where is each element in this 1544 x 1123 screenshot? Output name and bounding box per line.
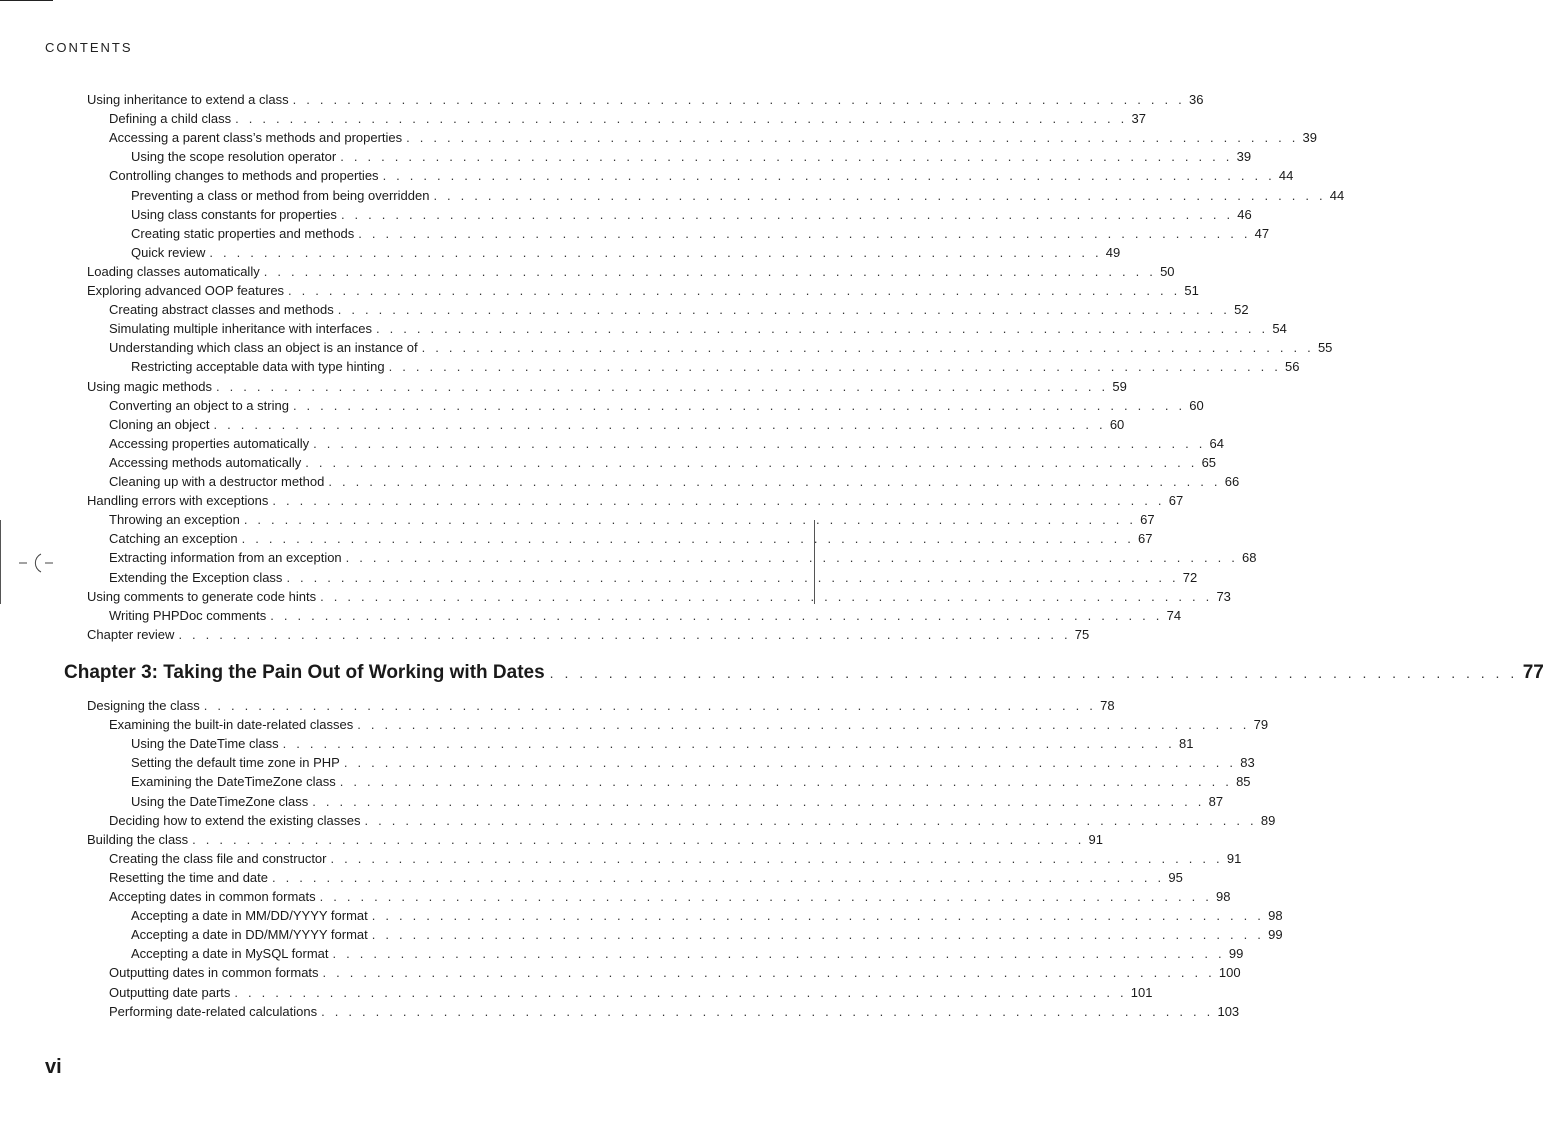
toc-entry-title: Using the DateTime class	[131, 736, 279, 752]
toc-entry-page-number: 99	[1268, 927, 1283, 943]
toc-entry-page-number: 46	[1237, 206, 1252, 222]
toc-entry-page-number: 67	[1168, 493, 1184, 509]
toc-entry-page-number: 49	[1105, 244, 1121, 260]
toc-entry-page-number: 56	[1285, 359, 1300, 375]
toc-entry[interactable]	[131, 792, 1224, 811]
dot-leader: . . . . . . . . . . . . . . . . . . . . . . . . . . . . . . . . . . . . . . . . . . . . . . . . . . . . . . . . . . . . . . . . . .	[376, 321, 1269, 337]
toc-entry-page-number: 44	[1329, 187, 1345, 203]
toc-entry-page-number: 68	[1242, 550, 1257, 566]
dot-leader: . . . . . . . . . . . . . . . . . . . . . . . . . . . . . . . . . . . . . . . . . . . . . . . . . . . . . . . . . . . . . . . . . .	[292, 92, 1185, 107]
toc-entry-page-number: 60	[1189, 397, 1204, 413]
page-folio: vi	[45, 1056, 62, 1078]
toc-entry[interactable]	[131, 906, 1283, 925]
toc-entry-title: Examining the built-in date-related classes	[109, 717, 354, 733]
toc-entry[interactable]	[109, 868, 1183, 887]
toc-entry-page-number: 73	[1216, 588, 1231, 604]
dot-leader: . . . . . . . . . . . . . . . . . . . . . . . . . . . . . . . . . . . . . . . . . . . . . . . . . . . . . . . . . . . . . . . . . .	[203, 698, 1097, 713]
dot-leader: . . . . . . . . . . . . . . . . . . . . . . . . . . . . . . . . . . . . . . . . . . . . . . . . . . . . . . . . . . . . . . . . . .	[382, 168, 1275, 184]
dot-leader: . . . . . . . . . . . . . . . . . . . . . . . . . . . . . . . . . . . . . . . . . . . . . . . . . . . . . . . . . . . . . . . . . .	[322, 965, 1215, 981]
toc-entry-title: Accepting a date in DD/MM/YYYY format	[131, 927, 368, 943]
dot-leader: . . . . . . . . . . . . . . . . . . . . . . . . . . . . . . . . . . . . . . . . . . . . . . . . . . . . . . . . . . . . . . . . . .	[357, 717, 1250, 733]
toc-entry-title: Creating static properties and methods	[131, 225, 355, 241]
dot-leader: . . . . . . . . . . . . . . . . . . . . . . . . . . . . . . . . . . . . . . . . . . . . . . . . . . . . . . . . . . . . . . . . . .	[313, 435, 1206, 451]
dot-leader: . . . . . . . . . . . . . . . . . . . . . . . . . . . . . . . . . . . . . . . . . . . . . . . . . . . . . . . . . . . . . . . . . .	[209, 244, 1102, 260]
dot-leader: . . . . . . . . . . . . . . . . . . . . . . . . . . . . . . . . . . . . . . . . . . . . . . . . . . . . . . . . . . . . . . . . . .	[272, 869, 1165, 885]
dot-leader: . . . . . . . . . . . . . . . . . . . . . . . . . . . . . . . . . . . . . . . . . . . . . . . . . . . . . . . . . . . . . . . . . .	[371, 927, 1265, 943]
toc-entry-title: Outputting date parts	[109, 984, 231, 1000]
toc-entry-page-number: 37	[1131, 111, 1146, 127]
dot-leader: . . . . . . . . . . . . . . . . . . . . . . . . . . . . . . . . . . . . . . . . . . . . . . . . . . . . . . . . . . . . . . . . . .	[337, 302, 1231, 318]
toc-entry[interactable]	[109, 568, 1198, 587]
toc-entry-page-number: 89	[1260, 812, 1276, 828]
toc-entry[interactable]	[131, 772, 1251, 791]
toc-entry-title: Defining a child class	[109, 111, 232, 127]
toc-entry[interactable]	[131, 944, 1244, 963]
toc-entry-title: Building the class	[87, 831, 189, 847]
toc-entry-title: Exploring advanced OOP features	[87, 283, 285, 298]
toc-entry[interactable]	[131, 753, 1255, 772]
toc-entry-page-number: 72	[1182, 569, 1198, 585]
toc-entry-page-number: 78	[1100, 698, 1115, 713]
toc-entry-title: Controlling changes to methods and properties	[109, 168, 379, 184]
toc-entry[interactable]	[87, 90, 1204, 109]
toc-entry-title: Examining the DateTimeZone class	[131, 774, 336, 790]
toc-entry-title: Quick review	[131, 244, 206, 260]
dot-leader: . . . . . . . . . . . . . . . . . . . . . . . . . . . . . . . . . . . . . . . . . . . . . . . . . . . . . . . . . . . . . . . . . .	[243, 512, 1137, 528]
toc-entry[interactable]	[109, 453, 1217, 472]
toc-entry[interactable]	[87, 262, 1175, 281]
toc-entry-title: Simulating multiple inheritance with interfaces	[109, 321, 373, 337]
toc-entry[interactable]	[109, 109, 1146, 128]
dot-leader: . . . . . . . . . . . . . . . . . . . . . . . . . . . . . . . . . . . . . . . . . . . . . . . . . . . . . . . . . . . . . . . . . .	[340, 149, 1233, 165]
toc-entry-page-number: 91	[1088, 831, 1103, 847]
toc-entry-page-number: 79	[1253, 717, 1269, 733]
toc-entry-page-number: 65	[1201, 454, 1217, 470]
toc-entry-page-number: 52	[1234, 302, 1249, 318]
toc-entry-title: Deciding how to extend the existing classes	[109, 812, 361, 828]
toc-entry-page-number: 64	[1209, 435, 1224, 451]
toc-entry[interactable]	[87, 377, 1127, 396]
toc-entry-page-number: 67	[1140, 512, 1155, 528]
toc-entry-page-number: 95	[1168, 869, 1183, 885]
toc-entry-title: Using magic methods	[87, 378, 212, 394]
chapter-title: Chapter 3: Taking the Pain Out of Working with Dates	[64, 662, 545, 683]
toc-entry[interactable]	[131, 243, 1121, 262]
toc-entry-page-number: 39	[1302, 130, 1317, 146]
toc-entry[interactable]	[109, 396, 1204, 415]
toc-entry-title: Extracting information from an exception	[109, 550, 342, 566]
toc-entry-title: Cleaning up with a destructor method	[109, 474, 325, 489]
toc-entry-page-number: 103	[1217, 1003, 1240, 1019]
toc-entry-page-number: 98	[1216, 889, 1231, 904]
toc-entry[interactable]	[87, 587, 1231, 606]
toc-entry-page-number: 99	[1228, 946, 1244, 962]
toc-entry-title: Using the scope resolution operator	[131, 149, 337, 165]
dot-leader: . . . . . . . . . . . . . . . . . . . . . . . . . . . . . . . . . . . . . . . . . . . . . . . . . . . . . . . . . . . . . . . . . .	[320, 588, 1213, 604]
toc-entry-page-number: 67	[1138, 531, 1153, 547]
dot-leader: . . . . . . . . . . . . . . . . . . . . . . . . . . . . . . . . . . . . . . . . . . . . . . . . . . . . . . . . . . . . . . . . . .	[305, 454, 1198, 470]
toc-entry[interactable]	[131, 925, 1283, 944]
dot-leader: . . . . . . . . . . . . . . . . . . . . . . . . . . . . . . . . . . . . . . . . . . . . . . . . . . . . . . . . . . . . . . . . . .	[358, 225, 1251, 241]
dot-leader: . . . . . . . . . . . . . . . . . . . . . . . . . . . . . . . . . . . . . . . . . . . . . . . . . . . . . . . . . . . . . . . . . .	[345, 550, 1239, 566]
toc-entry[interactable]	[109, 319, 1287, 338]
toc-entry-page-number: 59	[1112, 378, 1127, 394]
toc-entry[interactable]	[87, 830, 1103, 849]
dot-leader: . . . . . . . . . . . . . . . . . . . . . . . . . . . . . . . . . . . . . . . . . . . . . . . . . . . . . . . . . . . . . . . . . .	[433, 187, 1326, 203]
toc-entry[interactable]	[87, 625, 1090, 644]
toc-entry-page-number: 83	[1240, 755, 1255, 771]
toc-entry-title: Outputting dates in common formats	[109, 965, 319, 981]
toc-entry[interactable]	[109, 548, 1257, 567]
toc-entry-page-number: 66	[1224, 474, 1240, 489]
toc-entry-title: Handling errors with exceptions	[87, 493, 269, 509]
dot-leader: . . . . . . . . . . . . . . . . . . . . . . . . . . . . . . . . . . . . . . . . . . . . . . . . . . . . . . . . . . . . . . . . . .	[330, 850, 1223, 866]
toc-entry-title: Creating abstract classes and methods	[109, 302, 334, 318]
toc-entry[interactable]	[109, 983, 1153, 1002]
toc-entry-title: Preventing a class or method from being overridden	[131, 187, 430, 203]
toc-entry[interactable]	[109, 849, 1242, 868]
toc-entry-title: Cloning an object	[109, 416, 210, 432]
toc-entry-title: Using inheritance to extend a class	[87, 92, 289, 107]
toc-entry-title: Designing the class	[87, 698, 200, 713]
dot-leader: . . . . . . . . . . . . . . . . . . . . . . . . . . . . . . . . . . . . . . . . . . . . . . . . . . . . . . . . . . . . . . . . . .	[282, 736, 1175, 752]
dot-leader: . . . . . . . . . . . . . . . . . . . . . . . . . . . . . . . . . . . . . . . . . . . . . . . . . . . . . . . . . . . . . . . . . .	[364, 812, 1257, 828]
toc-entry-page-number: 60	[1109, 416, 1125, 432]
toc-entry-page-number: 87	[1208, 793, 1224, 809]
toc-entry-title: Catching an exception	[109, 531, 238, 547]
dot-leader: . . . . . . . . . . . . . . . . . . . . . . . . . . . . . . . . . . . . . . . . . . . . . . . . . . . . . . . . . . . . . . . . . .	[272, 493, 1165, 509]
dot-leader: . . . . . . . . . . . . . . . . . . . . . . . . . . . . . . . . . . . . . . . . . . . . . . . . . . . . . . . . . . . . . . . . . .	[178, 626, 1071, 642]
toc-entry[interactable]	[109, 529, 1153, 548]
dot-leader: . . . . . . . . . . . . . . . . . . . . . . . . . . . . . . . . . . . . . . . . . . . . . . . . . . . . . . . . . . . . . . . . . .	[549, 665, 1518, 681]
toc-entry-title: Creating the class file and constructor	[109, 850, 327, 866]
toc-entry-title: Chapter review	[87, 626, 175, 642]
dot-leader: . . . . . . . . . . . . . . . . . . . . . . . . . . . . . . . . . . . . . . . . . . . . . . . . . . . . . . . . . . . . . . . . . .	[234, 984, 1127, 1000]
toc-entry[interactable]	[87, 491, 1184, 510]
toc-entry-page-number: 101	[1130, 984, 1153, 1000]
toc-entry-title: Loading classes automatically	[87, 263, 260, 279]
toc-entry-title: Converting an object to a string	[109, 397, 289, 413]
chapter-heading[interactable]	[64, 662, 1544, 684]
toc-entry[interactable]	[131, 186, 1345, 205]
toc-entry-title: Accessing methods automatically	[109, 454, 302, 470]
toc-entry-page-number: 100	[1218, 965, 1241, 981]
registration-mark-icon	[19, 551, 53, 575]
dot-leader: . . . . . . . . . . . . . . . . . . . . . . . . . . . . . . . . . . . . . . . . . . . . . . . . . . . . . . . . . . . . . . . . . .	[388, 359, 1282, 375]
dot-leader: . . . . . . . . . . . . . . . . . . . . . . . . . . . . . . . . . . . . . . . . . . . . . . . . . . . . . . . . . . . . . . . . . .	[371, 908, 1265, 924]
dot-leader: . . . . . . . . . . . . . . . . . . . . . . . . . . . . . . . . . . . . . . . . . . . . . . . . . . . . . . . . . . . . . . . . . .	[286, 569, 1179, 585]
toc-entry-title: Accessing properties automatically	[109, 435, 310, 451]
toc-entry-title: Restricting acceptable data with type hinting	[131, 359, 385, 375]
dot-leader: . . . . . . . . . . . . . . . . . . . . . . . . . . . . . . . . . . . . . . . . . . . . . . . . . . . . . . . . . . . . . . . . . .	[340, 206, 1234, 222]
dot-leader: . . . . . . . . . . . . . . . . . . . . . . . . . . . . . . . . . . . . . . . . . . . . . . . . . . . . . . . . . . . . . . . . . .	[213, 416, 1106, 432]
toc-entry-page-number: 47	[1254, 225, 1270, 241]
toc-entry-page-number: 51	[1184, 283, 1199, 298]
toc-entry-page-number: 75	[1074, 626, 1090, 642]
toc-entry-page-number: 74	[1166, 607, 1182, 623]
chapter-page-number: 77	[1522, 662, 1544, 683]
toc-entry-title: Accepting a date in MM/DD/YYYY format	[131, 908, 368, 924]
dot-leader: . . . . . . . . . . . . . . . . . . . . . . . . . . . . . . . . . . . . . . . . . . . . . . . . . . . . . . . . . . . . . . . . . .	[235, 111, 1128, 127]
toc-entry[interactable]	[87, 281, 1199, 300]
toc-entry-title: Using the DateTimeZone class	[131, 793, 309, 809]
toc-entry[interactable]	[109, 434, 1224, 453]
toc-entry-title: Understanding which class an object is an instance of	[109, 340, 418, 356]
dot-leader: . . . . . . . . . . . . . . . . . . . . . . . . . . . . . . . . . . . . . . . . . . . . . . . . . . . . . . . . . . . . . . . . . .	[319, 889, 1213, 904]
toc-entry[interactable]	[109, 472, 1240, 491]
toc-entry-title: Performing date-related calculations	[109, 1003, 318, 1019]
toc-entry[interactable]	[109, 963, 1241, 982]
toc-entry-page-number: 85	[1236, 774, 1251, 790]
toc-entry-title: Using class constants for properties	[131, 206, 337, 222]
running-head: CONTENTS	[45, 40, 133, 55]
toc-entry[interactable]	[109, 300, 1249, 319]
toc-entry-title: Using comments to generate code hints	[87, 588, 317, 604]
toc-entry[interactable]	[109, 715, 1269, 734]
toc-entry[interactable]	[131, 734, 1194, 753]
toc-entry-title: Throwing an exception	[109, 512, 240, 528]
toc-entry-title: Accessing a parent class’s methods and properties	[109, 130, 403, 146]
toc-entry[interactable]	[109, 128, 1317, 147]
toc-entry-page-number: 50	[1160, 263, 1175, 279]
toc-entry-page-number: 54	[1272, 321, 1287, 337]
toc-entry[interactable]	[109, 166, 1294, 185]
dot-leader: . . . . . . . . . . . . . . . . . . . . . . . . . . . . . . . . . . . . . . . . . . . . . . . . . . . . . . . . . . . . . . . . . .	[332, 946, 1225, 962]
toc-entry[interactable]	[131, 224, 1270, 243]
dot-leader: . . . . . . . . . . . . . . . . . . . . . . . . . . . . . . . . . . . . . . . . . . . . . . . . . . . . . . . . . . . . . . . . . .	[216, 378, 1109, 394]
dot-leader: . . . . . . . . . . . . . . . . . . . . . . . . . . . . . . . . . . . . . . . . . . . . . . . . . . . . . . . . . . . . . . . . . .	[343, 755, 1237, 771]
crop-mark-left	[0, 520, 1, 604]
dot-leader: . . . . . . . . . . . . . . . . . . . . . . . . . . . . . . . . . . . . . . . . . . . . . . . . . . . . . . . . . . . . . . . . . .	[406, 130, 1299, 146]
dot-leader: . . . . . . . . . . . . . . . . . . . . . . . . . . . . . . . . . . . . . . . . . . . . . . . . . . . . . . . . . . . . . . . . . .	[263, 263, 1157, 279]
toc-entry[interactable]	[131, 147, 1252, 166]
toc-entry-page-number: 91	[1226, 850, 1242, 866]
toc-entry[interactable]	[109, 338, 1333, 357]
toc-entry-title: Setting the default time zone in PHP	[131, 755, 340, 771]
dot-leader: . . . . . . . . . . . . . . . . . . . . . . . . . . . . . . . . . . . . . . . . . . . . . . . . . . . . . . . . . . . . . . . . . .	[241, 531, 1135, 547]
dot-leader: . . . . . . . . . . . . . . . . . . . . . . . . . . . . . . . . . . . . . . . . . . . . . . . . . . . . . . . . . . . . . . . . . .	[270, 607, 1163, 623]
toc-entry[interactable]	[109, 887, 1231, 906]
dot-leader: . . . . . . . . . . . . . . . . . . . . . . . . . . . . . . . . . . . . . . . . . . . . . . . . . . . . . . . . . . . . . . . . . .	[321, 1003, 1214, 1019]
toc-entry[interactable]	[109, 811, 1276, 830]
toc-entry[interactable]	[131, 205, 1252, 224]
toc-entry-page-number: 81	[1179, 736, 1194, 752]
toc-entry-title: Writing PHPDoc comments	[109, 607, 267, 623]
dot-leader: . . . . . . . . . . . . . . . . . . . . . . . . . . . . . . . . . . . . . . . . . . . . . . . . . . . . . . . . . . . . . . . . . .	[339, 774, 1233, 790]
dot-leader: . . . . . . . . . . . . . . . . . . . . . . . . . . . . . . . . . . . . . . . . . . . . . . . . . . . . . . . . . . . . . . . . . .	[192, 831, 1085, 847]
toc-entry-page-number: 36	[1188, 92, 1204, 107]
dot-leader: . . . . . . . . . . . . . . . . . . . . . . . . . . . . . . . . . . . . . . . . . . . . . . . . . . . . . . . . . . . . . . . . . .	[421, 340, 1314, 356]
toc-entry-title: Accepting a date in MySQL format	[131, 946, 329, 962]
dot-leader: . . . . . . . . . . . . . . . . . . . . . . . . . . . . . . . . . . . . . . . . . . . . . . . . . . . . . . . . . . . . . . . . . .	[328, 474, 1221, 489]
dot-leader: . . . . . . . . . . . . . . . . . . . . . . . . . . . . . . . . . . . . . . . . . . . . . . . . . . . . . . . . . . . . . . . . . .	[292, 397, 1186, 413]
dot-leader: . . . . . . . . . . . . . . . . . . . . . . . . . . . . . . . . . . . . . . . . . . . . . . . . . . . . . . . . . . . . . . . . . .	[288, 283, 1181, 298]
toc-entry-page-number: 39	[1236, 149, 1252, 165]
toc-entry[interactable]	[109, 510, 1155, 529]
toc-entry-page-number: 55	[1317, 340, 1333, 356]
toc-entry[interactable]	[109, 606, 1182, 625]
top-rule	[0, 0, 53, 1]
dot-leader: . . . . . . . . . . . . . . . . . . . . . . . . . . . . . . . . . . . . . . . . . . . . . . . . . . . . . . . . . . . . . . . . . .	[312, 793, 1205, 809]
toc-entry-title: Resetting the time and date	[109, 869, 268, 885]
toc-entry-title: Extending the Exception class	[109, 569, 283, 585]
toc-entry[interactable]	[109, 415, 1125, 434]
toc-entry-page-number: 98	[1268, 908, 1283, 924]
toc-entry-page-number: 44	[1278, 168, 1294, 184]
toc-entry[interactable]	[87, 696, 1115, 715]
toc-entry[interactable]	[131, 357, 1300, 376]
toc-entry-title: Accepting dates in common formats	[109, 889, 316, 904]
toc-entry[interactable]	[109, 1002, 1240, 1021]
